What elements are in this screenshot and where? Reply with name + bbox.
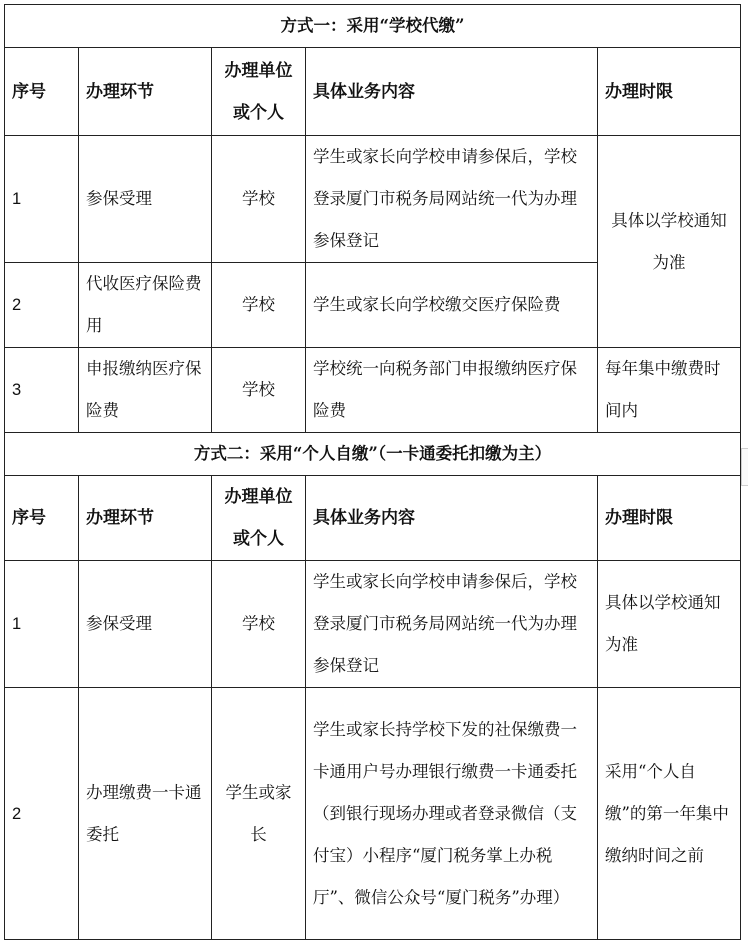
row-content: 学校统一向税务部门申报缴纳医疗保险费: [306, 348, 598, 433]
header-row: [5, 476, 741, 561]
header-no: 序号: [5, 48, 79, 136]
row-step: 参保受理: [79, 561, 212, 688]
section-title-row: [5, 5, 741, 48]
row-step: 办理缴费一卡通委托: [79, 688, 212, 940]
table-row: [5, 688, 741, 940]
row-number: 2: [5, 688, 79, 940]
row-limit: 具体以学校通知为准: [598, 561, 741, 688]
header-step: 办理环节: [79, 476, 212, 561]
row-content: 学生或家长向学校申请参保后，学校登录厦门市税务局网站统一代为办理参保登记: [306, 136, 598, 263]
row-limit: 采用“个人自缴”的第一年集中缴纳时间之前: [598, 688, 741, 940]
row-number: 1: [5, 561, 79, 688]
row-unit: 学校: [212, 561, 306, 688]
header-limit: 办理时限: [598, 48, 741, 136]
header-unit: 办理单位或个人: [212, 476, 306, 561]
insurance-procedure-table: [4, 4, 741, 940]
row-step: 参保受理: [79, 136, 212, 263]
section-title-row: [5, 433, 741, 476]
header-no: 序号: [5, 476, 79, 561]
method1-title: 方式一：采用“学校代缴”: [5, 5, 741, 48]
header-content: 具体业务内容: [306, 476, 598, 561]
row-content: 学生或家长持学校下发的社保缴费一卡通用户号办理银行缴费一卡通委托（到银行现场办理或者登录微信（支付宝）小程序“厦门税务掌上办税厅”、微信公众号“厦门税务”办理）: [306, 688, 598, 940]
row-number: 1: [5, 136, 79, 263]
header-step: 办理环节: [79, 48, 212, 136]
method2-title: 方式二：采用“个人自缴”（一卡通委托扣缴为主）: [5, 433, 741, 476]
row-content: 学生或家长向学校申请参保后，学校登录厦门市税务局网站统一代为办理参保登记: [306, 561, 598, 688]
row-number: 2: [5, 263, 79, 348]
row-limit: 具体以学校通知为准: [598, 136, 741, 348]
row-unit: 学校: [212, 348, 306, 433]
row-content: 学生或家长向学校缴交医疗保险费: [306, 263, 598, 348]
header-row: [5, 48, 741, 136]
row-unit: 学校: [212, 136, 306, 263]
row-step: 申报缴纳医疗保险费: [79, 348, 212, 433]
header-limit: 办理时限: [598, 476, 741, 561]
scroll-handle[interactable]: [741, 448, 748, 486]
table-row: [5, 348, 741, 433]
header-content: 具体业务内容: [306, 48, 598, 136]
row-unit: 学校: [212, 263, 306, 348]
table-row: [5, 136, 741, 263]
row-step: 代收医疗保险费用: [79, 263, 212, 348]
row-number: 3: [5, 348, 79, 433]
row-unit: 学生或家长: [212, 688, 306, 940]
header-unit: 办理单位或个人: [212, 48, 306, 136]
row-limit: 每年集中缴费时间内: [598, 348, 741, 433]
table-row: [5, 561, 741, 688]
